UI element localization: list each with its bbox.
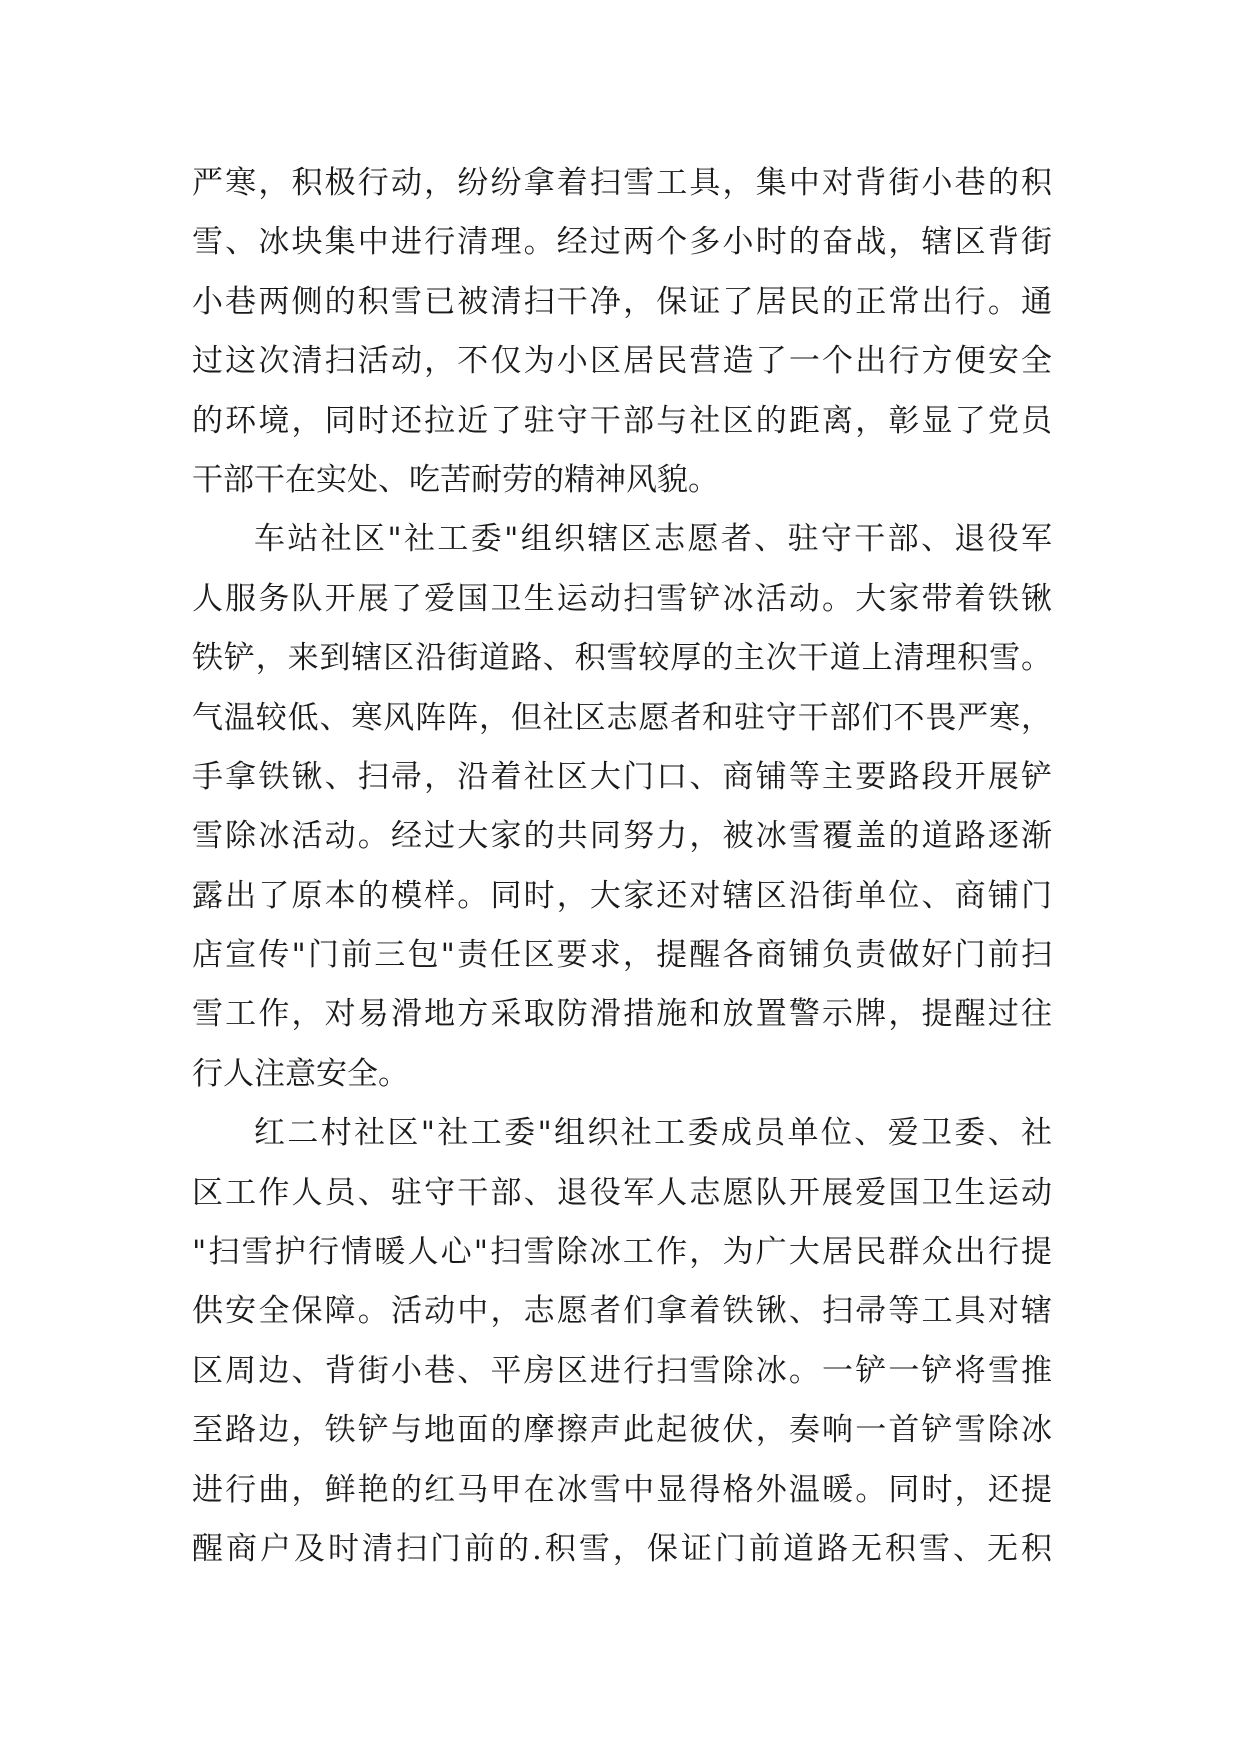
- text-line: 行人注意安全。: [192, 1055, 409, 1092]
- text-line: 区周边、背街小巷、平房区进行扫雪除冰。一铲一铲将雪推: [192, 1352, 1052, 1389]
- text-line: 供安全保障。活动中，志愿者们拿着铁锹、扫帚等工具对辖: [192, 1293, 1052, 1330]
- text-line: 进行曲，鲜艳的红马甲在冰雪中显得格外温暖。同时，还提: [192, 1471, 1052, 1508]
- text-line: 红二村社区"社工委"组织社工委成员单位、爱卫委、社: [254, 1115, 1052, 1152]
- text-line: 雪、冰块集中进行清理。经过两个多小时的奋战，辖区背街: [192, 224, 1052, 261]
- text-line: 气温较低、寒风阵阵，但社区志愿者和驻守干部们不畏严寒，: [192, 699, 1052, 736]
- text-line: 露出了原本的模样。同时，大家还对辖区沿街单位、商铺门: [192, 877, 1052, 914]
- text-line: 的环境，同时还拉近了驻守干部与社区的距离，彰显了党员: [192, 402, 1052, 439]
- text-line: 干部干在实处、吃苦耐劳的精神风貌。: [192, 461, 719, 498]
- text-line: 醒商户及时清扫门前的.积雪，保证门前道路无积雪、无积: [192, 1530, 1052, 1567]
- text-line: 过这次清扫活动，不仅为小区居民营造了一个出行方便安全: [192, 343, 1052, 380]
- text-line: 手拿铁锹、扫帚，沿着社区大门口、商铺等主要路段开展铲: [192, 758, 1052, 795]
- body-text: [192, 154, 1052, 1579]
- text-line: 小巷两侧的积雪已被清扫干净，保证了居民的正常出行。通: [192, 283, 1052, 320]
- text-line: 至路边，铁铲与地面的摩擦声此起彼伏，奏响一首铲雪除冰: [192, 1412, 1052, 1449]
- text-line: 店宣传"门前三包"责任区要求，提醒各商铺负责做好门前扫: [192, 937, 1052, 974]
- text-line: 雪工作，对易滑地方采取防滑措施和放置警示牌，提醒过往: [192, 996, 1052, 1033]
- text-line: 区工作人员、驻守干部、退役军人志愿队开展爱国卫生运动: [192, 1174, 1052, 1211]
- text-line: 铁铲，来到辖区沿街道路、积雪较厚的主次干道上清理积雪。: [192, 640, 1052, 677]
- text-line: "扫雪护行情暖人心"扫雪除冰工作，为广大居民群众出行提: [192, 1234, 1052, 1271]
- text-line: 车站社区"社工委"组织辖区志愿者、驻守干部、退役军: [254, 521, 1052, 558]
- text-line: 人服务队开展了爱国卫生运动扫雪铲冰活动。大家带着铁锹: [192, 580, 1052, 617]
- text-line: 雪除冰活动。经过大家的共同努力，被冰雪覆盖的道路逐渐: [192, 818, 1052, 855]
- text-line: 严寒，积极行动，纷纷拿着扫雪工具，集中对背街小巷的积: [192, 165, 1052, 201]
